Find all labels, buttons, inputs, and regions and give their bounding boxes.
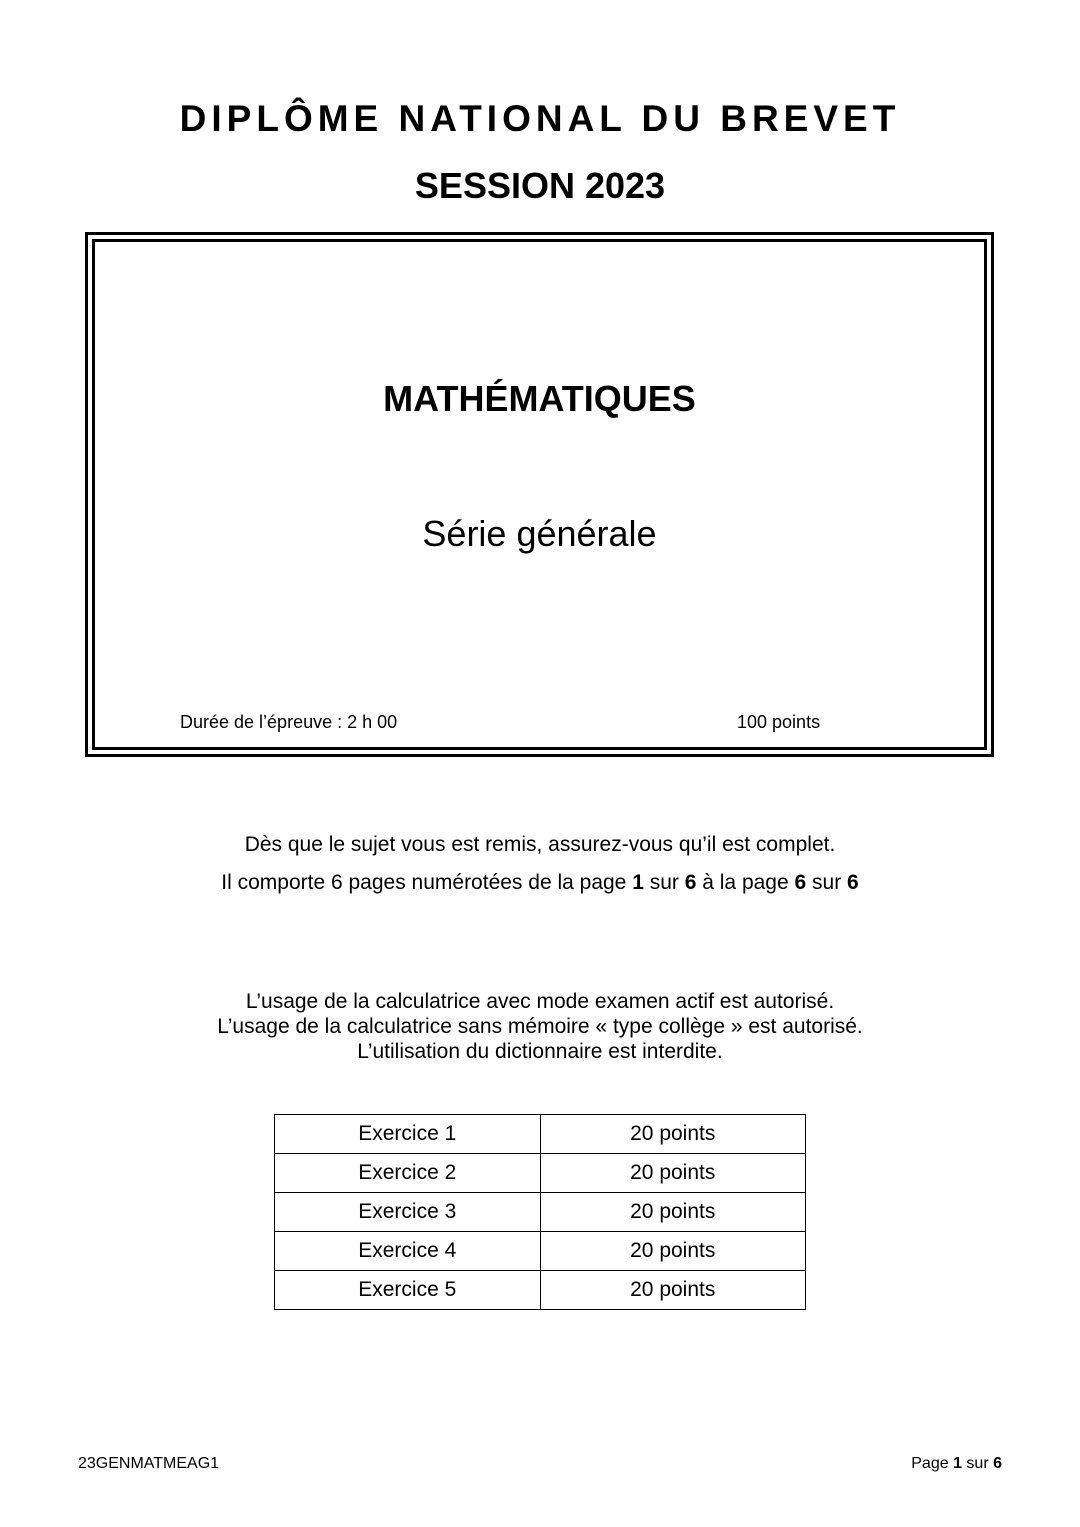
- serie-label: Série générale: [422, 513, 657, 554]
- page-sur: sur: [961, 1455, 994, 1472]
- exercise-points: 20 points: [540, 1232, 806, 1271]
- table-row: [275, 1232, 806, 1271]
- exercise-points: 20 points: [540, 1115, 806, 1154]
- notice-sur-2: sur: [806, 871, 848, 894]
- subject-title: MATHÉMATIQUES: [383, 378, 696, 419]
- notice-page-end: 6: [794, 871, 807, 894]
- page-number: [911, 1454, 1002, 1474]
- exercise-points: 20 points: [540, 1271, 806, 1310]
- document-code: 23GENMATMEAG1: [78, 1455, 220, 1472]
- notice-line-2-prefix: Il comporte 6 pages numérotées de la page: [221, 871, 633, 894]
- rule-calculator-exam-mode: L’usage de la calculatrice avec mode examen actif est autorisé.: [245, 990, 835, 1013]
- table-row: [275, 1154, 806, 1193]
- rules-block: [0, 989, 1080, 1064]
- page-current: 1: [953, 1455, 962, 1472]
- exercise-name: Exercice 4: [275, 1232, 541, 1271]
- exercise-name: Exercice 5: [275, 1271, 541, 1310]
- rule-dictionary: L’utilisation du dictionnaire est interdite.: [357, 1040, 723, 1063]
- notice-total-1: 6: [684, 871, 697, 894]
- table-row: [275, 1193, 806, 1232]
- table-row: [275, 1271, 806, 1310]
- exercise-points: 20 points: [540, 1154, 806, 1193]
- notice-sur-1: sur: [643, 871, 685, 894]
- notice-page-start: 1: [632, 871, 644, 894]
- notice-a-la-page: à la page: [696, 871, 795, 894]
- page-label: Page: [911, 1455, 954, 1472]
- notice-line-2: [0, 870, 1080, 895]
- total-points-label: 100 points: [737, 712, 821, 732]
- exercise-points-table: [274, 1114, 806, 1310]
- subject-frame-inner: [92, 239, 987, 750]
- table-row: [275, 1115, 806, 1154]
- rule-calculator-college: L’usage de la calculatrice sans mémoire « type collège » est autorisé.: [217, 1015, 863, 1038]
- notice-line-1: Dès que le sujet vous est remis, assurez-vous qu’il est complet.: [244, 833, 836, 856]
- page-total: 6: [993, 1455, 1002, 1472]
- exercise-name: Exercice 2: [275, 1154, 541, 1193]
- subject-frame: [85, 232, 994, 757]
- session-label: SESSION 2023: [414, 165, 666, 206]
- exercise-points: 20 points: [540, 1193, 806, 1232]
- exam-title: DIPLÔME NATIONAL DU BREVET: [179, 98, 901, 139]
- exercise-name: Exercice 3: [275, 1193, 541, 1232]
- exercise-name: Exercice 1: [275, 1115, 541, 1154]
- duration-label: Durée de l’épreuve : 2 h 00: [180, 712, 398, 732]
- notice-total-2: 6: [847, 871, 859, 894]
